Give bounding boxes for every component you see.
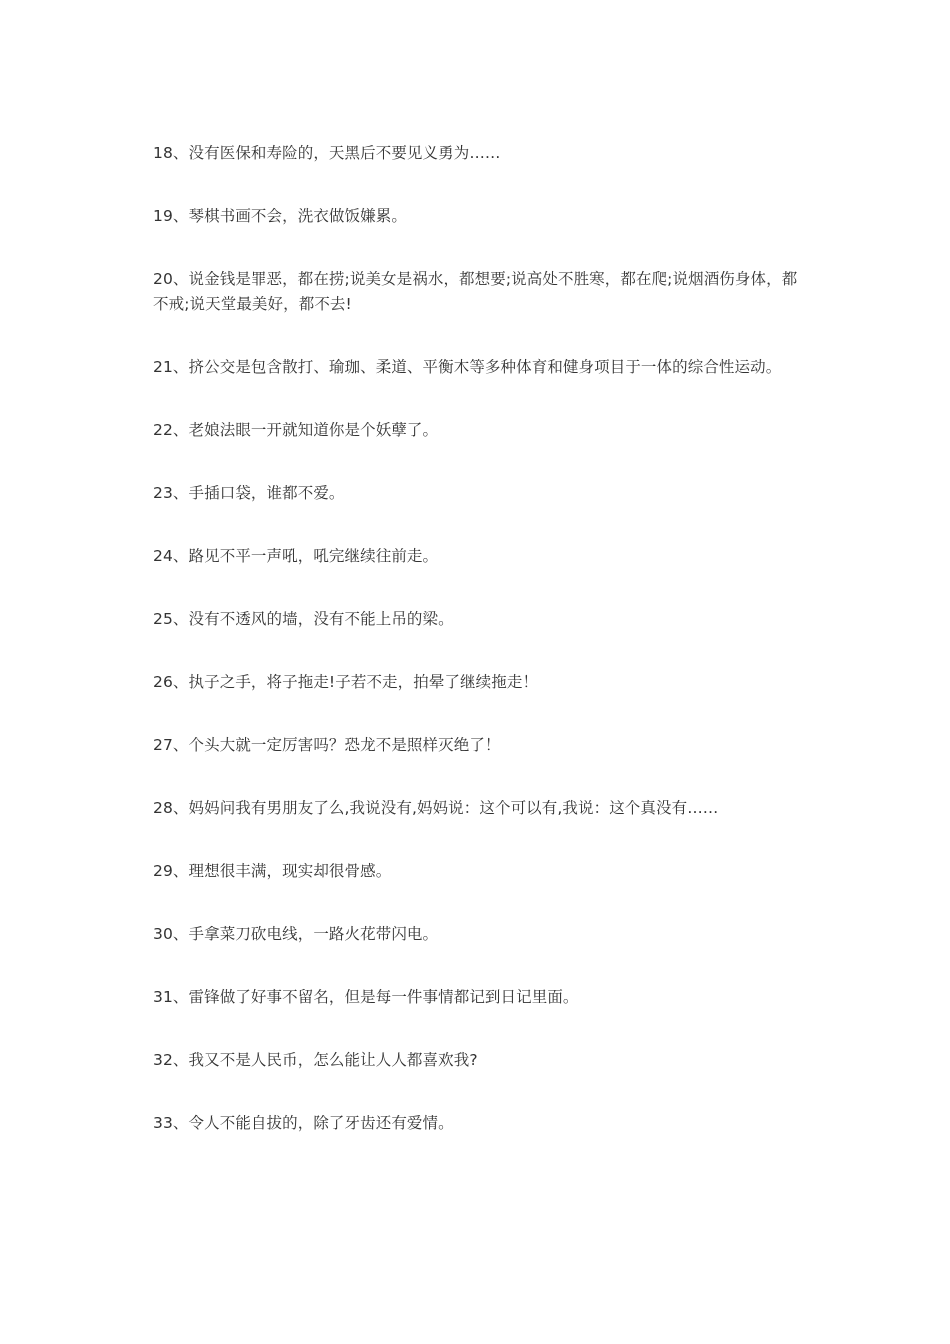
paragraph-33: 33、令人不能自拔的，除了牙齿还有爱情。 xyxy=(153,1114,454,1132)
paragraph-31: 31、雷锋做了好事不留名，但是每一件事情都记到日记里面。 xyxy=(153,988,579,1006)
paragraph-21: 21、挤公交是包含散打、瑜珈、柔道、平衡木等多种体育和健身项目于一体的综合性运动。 xyxy=(153,358,782,376)
document-body xyxy=(153,141,803,1174)
paragraph-27: 27、个头大就一定厉害吗？恐龙不是照样灭绝了！ xyxy=(153,736,501,754)
paragraph-20: 20、说金钱是罪恶，都在捞;说美女是祸水，都想要;说高处不胜寒，都在爬;说烟酒伤身体，都不戒;说天堂最美好，都不去! xyxy=(153,270,798,313)
paragraph-28: 28、妈妈问我有男朋友了么,我说没有,妈妈说：这个可以有,我说：这个真没有…… xyxy=(153,799,719,817)
paragraph-23: 23、手插口袋，谁都不爱。 xyxy=(153,484,345,502)
paragraph-30: 30、手拿菜刀砍电线，一路火花带闪电。 xyxy=(153,925,439,943)
paragraph-29: 29、理想很丰满，现实却很骨感。 xyxy=(153,862,392,880)
paragraph-26: 26、执子之手，将子拖走!子若不走，拍晕了继续拖走！ xyxy=(153,673,539,691)
paragraph-22: 22、老娘法眼一开就知道你是个妖孽了。 xyxy=(153,421,439,439)
paragraph-24: 24、路见不平一声吼，吼完继续往前走。 xyxy=(153,547,439,565)
paragraph-32: 32、我又不是人民币，怎么能让人人都喜欢我? xyxy=(153,1051,478,1069)
paragraph-25: 25、没有不透风的墙，没有不能上吊的梁。 xyxy=(153,610,454,628)
paragraph-18: 18、没有医保和寿险的，天黑后不要见义勇为…… xyxy=(153,144,501,162)
paragraph-19: 19、琴棋书画不会，洗衣做饭嫌累。 xyxy=(153,207,407,225)
